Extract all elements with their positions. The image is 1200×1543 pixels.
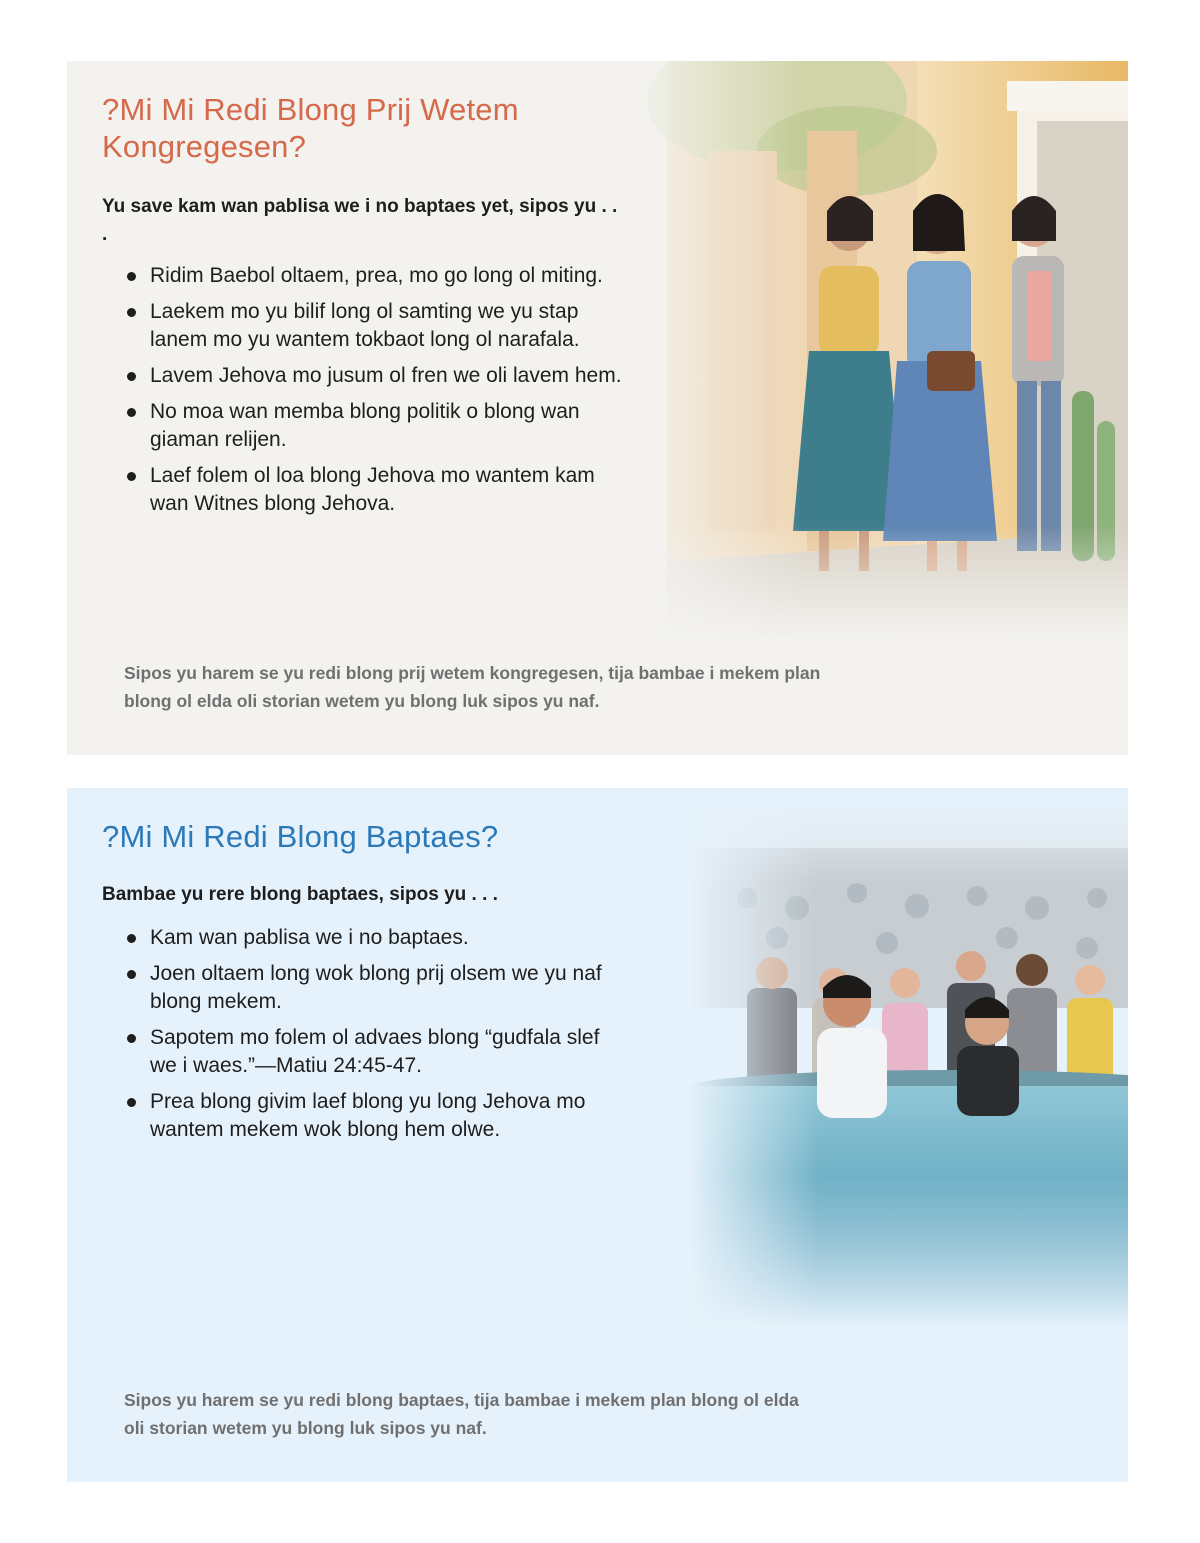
bullet-icon [127, 408, 136, 417]
list-item: Lavem Jehova mo jusum ol fren we oli lavem hem. [102, 362, 622, 390]
list-item: Ridim Baebol oltaem, prea, mo go long ol miting. [102, 262, 622, 290]
bullet-icon [127, 1098, 136, 1107]
bullet-icon [127, 472, 136, 481]
bullet-icon [127, 970, 136, 979]
section-title: ?Mi Mi Redi Blong Baptaes? [102, 819, 499, 854]
section-intro: Yu save kam wan pablisa we i no baptaes yet, sipos yu . . . [102, 196, 618, 245]
illustration-baptism [687, 788, 1128, 1328]
bullet-icon [127, 272, 136, 281]
list-item: Kam wan pablisa we i no baptaes. [102, 924, 622, 952]
requirements-list [102, 924, 622, 1152]
section-note: Sipos yu harem se yu redi blong baptaes, tija bambae i mekem plan blong ol elda oli storian wetem yu blong luk sipos yu naf. [124, 1390, 799, 1438]
bullet-icon [127, 1034, 136, 1043]
bullet-icon [127, 372, 136, 381]
list-item: Prea blong givim laef blong yu long Jehova mo wantem mekem wok blong hem olwe. [102, 1088, 622, 1144]
section-intro: Bambae yu rere blong baptaes, sipos yu . . . [102, 884, 498, 905]
list-item: Sapotem mo folem ol advaes blong “gudfala slef we i waes.”—Matiu 24:45-47. [102, 1024, 622, 1080]
section-title: ?Mi Mi Redi Blong Prij Wetem Kongregesen? [102, 92, 519, 164]
requirements-list [102, 262, 622, 526]
section-note: Sipos yu harem se yu redi blong prij wetem kongregesen, tija bambae i mekem plan blong ol elda oli storian wetem yu blong luk sipos yu naf. [124, 663, 821, 711]
list-item: No moa wan memba blong politik o blong wan giaman relijen. [102, 398, 622, 454]
card-baptism-readiness [67, 788, 1128, 1482]
bullet-icon [127, 308, 136, 317]
illustration-door-to-door-ministry [627, 61, 1128, 641]
list-item: Joen oltaem long wok blong prij olsem we yu naf blong mekem. [102, 960, 622, 1016]
list-item: Laekem mo yu bilif long ol samting we yu stap lanem mo yu wantem tokbaot long ol narafala. [102, 298, 622, 354]
bullet-icon [127, 934, 136, 943]
list-item: Laef folem ol loa blong Jehova mo wantem kam wan Witnes blong Jehova. [102, 462, 622, 518]
card-preaching-readiness [67, 61, 1128, 755]
